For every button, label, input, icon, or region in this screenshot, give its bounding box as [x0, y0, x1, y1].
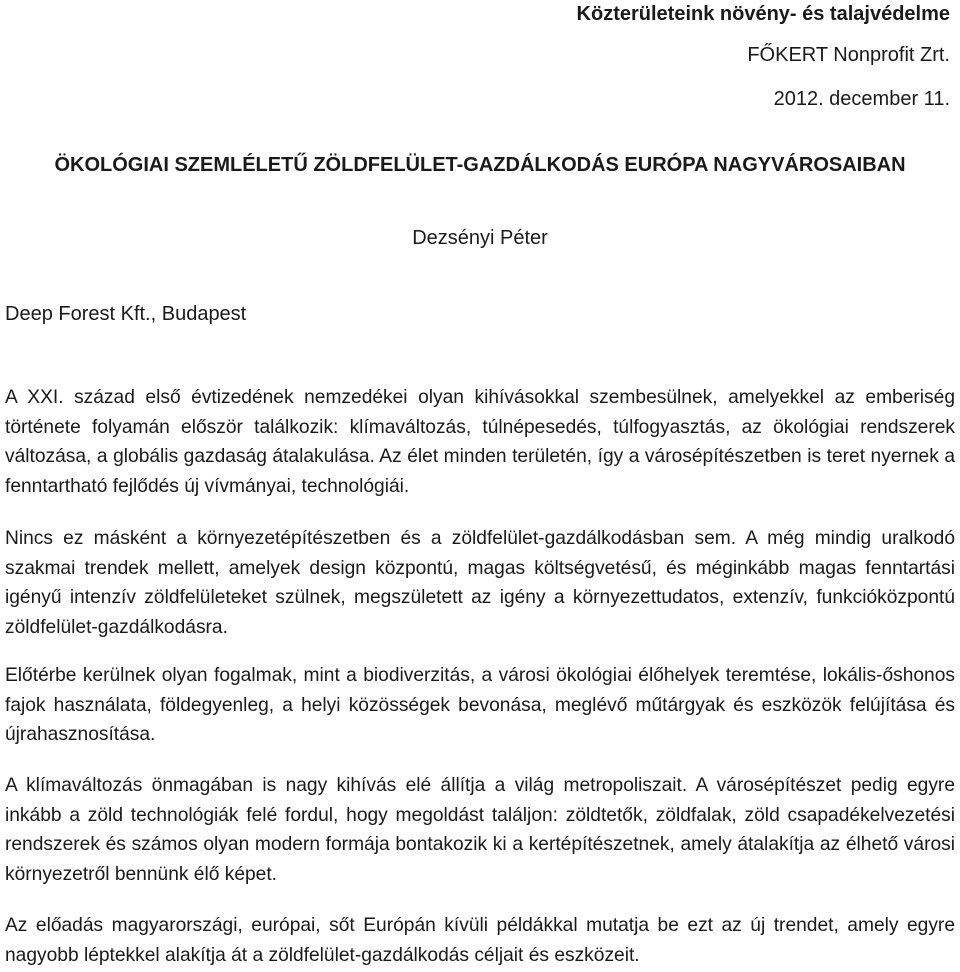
organization-name: FŐKERT Nonprofit Zrt.: [747, 44, 950, 66]
body-paragraph: [5, 524, 955, 642]
sentence: A klímaváltozás önmagában is nagy kihívás elé állítja a világ metropoliszait.: [5, 775, 688, 796]
body-paragraph: [5, 911, 955, 970]
author-affiliation: Deep Forest Kft., Budapest: [5, 303, 247, 325]
document-title: ÖKOLÓGIAI SZEMLÉLETŰ ZÖLDFELÜLET-GAZDÁLKODÁS EURÓPA NAGYVÁROSAIBAN: [54, 154, 906, 176]
body-paragraph: [5, 383, 955, 501]
sentence: Az előadás magyarországi, európai, sőt Európán kívüli példákkal mutatja be ezt az új trendet, amely egyre nagyobb léptekkel alakítja át a zöldfelület-gazdálkodás céljait és eszközeit.: [5, 915, 955, 966]
author-name: Dezsényi Péter: [412, 227, 548, 249]
body-paragraph: [5, 661, 955, 750]
event-date: 2012. december 11.: [773, 88, 950, 110]
event-title: Közterületeink növény- és talajvédelme: [576, 3, 950, 25]
sentence: Nincs ez másként a környezetépítészetben és a zöldfelület-gazdálkodásban sem.: [5, 528, 737, 549]
body-paragraph: [5, 771, 955, 889]
sentence: Az élet minden területén, így a városépítészetben is teret nyernek a fenntartható fejlődés új vívmányai, technológiái.: [5, 446, 955, 497]
sentence: A még mindig uralkodó szakmai trendek mellett, amelyek design központú, magas költségvetésű, és méginkább magas fenntartási igényű intenzív zöldfelületeket szülnek, megszületett az igény a környezettudatos, extenzív, funkcióközpontú zöldfelület-gazdálkodásra.: [5, 528, 956, 638]
sentence: Előtérbe kerülnek olyan fogalmak, mint a biodiverzitás, a városi ökológiai élőhelyek teremtése, lokális-őshonos fajok használata, földegyenleg, a helyi közösségek bevonása, meglévő műtárgyak és eszközök felújítása és újrahasznosítása.: [5, 665, 955, 745]
sentence: A városépítészet pedig egyre inkább a zöld technológiák felé fordul, hogy megoldást találjon: zöldtetők, zöldfalak, zöld csapadékelvezetési rendszerek és számos olyan modern formája bontakozik ki a kertépítészetnek, amely átalakítja az élhető városi környezetről bennünk élő képet.: [5, 775, 955, 885]
sentence: A XXI. század első évtizedének nemzedékei olyan kihívásokkal szembesülnek, amelyekkel az emberiség története folyamán először találkozik: klímaváltozás, túlnépesedés, túlfogyasztás, az ökológiai rendszerek változása, a globális gazdaság átalakulása.: [5, 387, 955, 467]
